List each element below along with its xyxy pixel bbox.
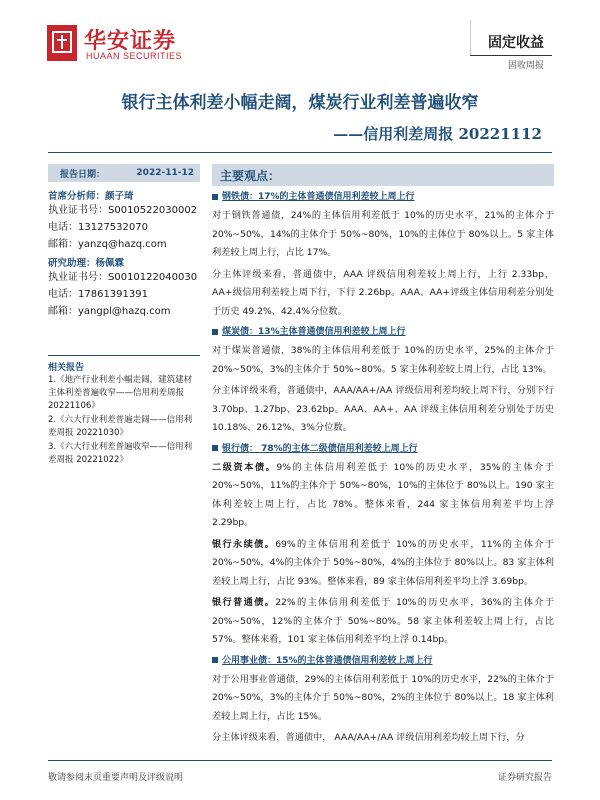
footer-label: 证券研究报告 [497,773,552,783]
key-points-heading: 主要观点： [212,164,554,186]
section-utility-paragraph: 分主体评级来看，普通债中， AAA/AA+/AA 评级信用利差均较上周下行，分 [212,732,525,743]
section-bank-paragraph: 银行普通债。22%的主体信用利差低于 10%的历史水平，36%的主体介于 20%~50%，12%的主体介于 50%~80%。58 家主体利差较上周上行，占比 57%。整体来看，101 家主体信用利差平均上浮 0.14bp。 [212,597,555,645]
title-divider [48,152,552,153]
report-category: 固定收益 [488,35,544,51]
bullet-icon [212,657,218,663]
header-divider [470,20,471,55]
header-rule [470,55,552,56]
related-report-item[interactable]: 1.《地产行业利差小幅走阔，建筑建材主体利差普遍收窄——信用利差周报 20221106》 [48,375,193,411]
main-content [212,164,554,748]
chief-contact [48,202,200,253]
footer-divider [48,760,552,761]
section-coal-heading: 煤炭债：13%主体普通债信用利差较上周上行 [212,325,554,339]
chief-analyst [48,188,200,202]
assistant-label: 研究助理： [48,258,96,269]
related-reports-list [48,374,200,468]
related-report-item[interactable]: 2.《六大行业利差普遍走阔——信用利差周报 20221030》 [48,415,193,438]
section-utility-paragraph: 对于公用事业普通债，29%的主体信用利差低于 10%的历史水平，22%的主体介于 20%~50%，3%的主体介于 50%~80%，2%的主体位于 80%以上。18 家主体利差较上周上行，占比 15%。 [212,673,554,722]
date-label: 报告日期： [60,169,106,180]
report-date-bar [48,164,200,182]
logo-icon [47,25,77,61]
logo-english: HUAAN SECURITIES [86,51,183,61]
bullet-icon [212,194,218,200]
assistant-contact [48,269,200,320]
chief-email[interactable]: 邮箱：yanzq@hazq.com [48,239,167,250]
related-report-item[interactable]: 3.《六大行业利差普遍收窄——信用利差周报 20221022》 [48,442,193,465]
assistant-cert: 执业证书号：S0010122040030 [48,272,198,283]
chief-cert: 执业证书号：S0010522030002 [48,205,198,216]
section-coal-paragraph: 分主体评级来看，普通债中，AAA/AA+/AA 评级信用利差均较上周下行，分别下行 3.70bp、1.27bp、23.62bp。AAA、AA+、AA 评级主体信用利差分别处于历史 10.18%、26.12%、3%分位数。 [212,385,554,433]
section-bank-paragraph: 银行永续债。69%的主体信用利差低于 10%的历史水平，11%的主体介于 20%~50%，4%的主体介于 50%~80%，4%的主体位于 80%以上。83 家主体利差较上周上行，占比 93%。整体来看，89 家主体信用利差平均上浮 3.69bp。 [212,538,555,587]
assistant-name: 杨佩霖 [95,258,125,269]
report-subtitle: ——信用利差周报 20221112 [333,125,542,143]
footer-disclaimer: 敬请参阅末页重要声明及评级说明 [48,773,184,783]
chief-analyst-name: 颜子琦 [105,191,134,202]
report-title: 银行主体利差小幅走阔，煤炭行业利差普遍收窄 [121,93,479,113]
assistant-email[interactable]: 邮箱：yangpl@hazq.com [48,306,171,317]
bullet-icon [212,329,218,335]
section-steel-heading: 钢铁债：17%的主体普通债信用利差较上周上行 [212,190,554,204]
section-steel-paragraph: 对于钢铁普通债，24%的主体信用利差低于 10%的历史水平，21%的主体介于 20%~50%，14%的主体介于 50%~80%，10%的主体位于 80%以上。5 家主体利差较上周上行，占比 17%。 [212,210,554,258]
report-subcategory: 固收周报 [507,61,544,71]
logo-text: 华安证券 [84,28,177,54]
related-reports-heading: 相关报告 [48,355,200,373]
page-header [0,0,600,70]
research-assistant [48,255,200,269]
assistant-phone: 电话：17861391391 [48,289,148,300]
section-coal-paragraph: 对于煤炭普通债，38%的主体信用利差低于 10%的历史水平，25%的主体介于 20%~50%，3%的主体介于 50%~80%。5 家主体利差较上周上行，占比 13%。 [212,345,554,375]
section-bank-paragraph: 二级资本债。9%的主体信用利差低于 10%的历史水平，35%的主体介于 20%~50%，11%的主体介于 50%~80%，10%的主体位于 80%以上。190 家主体利差较上周上行，占比 78%。整体来看，244 家主体信用利差平均上浮 2.29bp。 [212,461,554,528]
section-steel-paragraph: 分主体评级来看，普通债中，AAA 评级信用利差较上周上行，上行 2.33bp，AA+级信用利差较上周下行，下行 2.26bp。AAA、AA+评级主体信用利差分别处于历史 49.2%、42.4%分位数。 [212,268,554,317]
chief-phone: 电话：13127532070 [48,222,148,233]
sidebar [48,164,200,465]
chief-analyst-label: 首席分析师： [48,191,106,202]
section-utility-heading: 公用事业债：15%的主体普通债信用利差较上周上行 [212,654,554,668]
bullet-icon [212,445,218,451]
section-bank-heading: 银行债： 78%的主体二级债信用利差较上周上行 [212,442,554,456]
date-value: 2022-11-12 [136,168,194,178]
